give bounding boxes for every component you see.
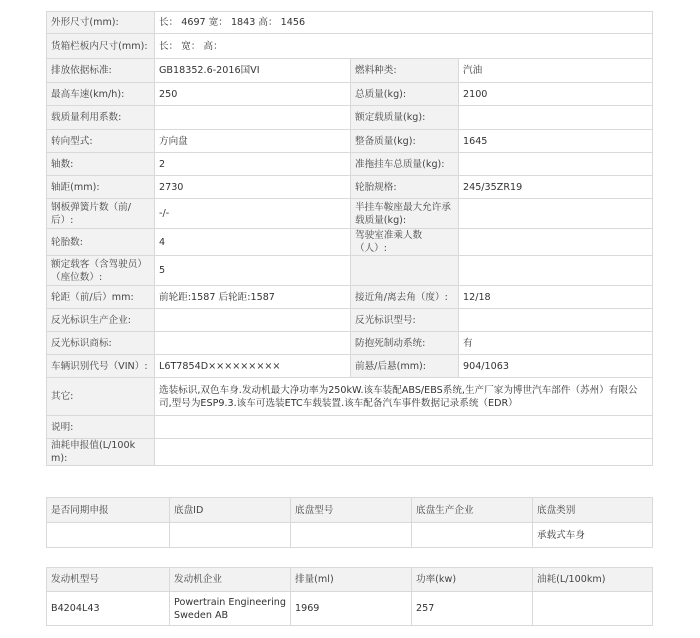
reflector-brand-label: 反光标识商标: xyxy=(47,332,155,355)
fuel-consumption-label: 油耗申报值(L/100km): xyxy=(47,439,155,466)
cab-passengers-value xyxy=(459,229,653,256)
leaf-spring-label: 钢板弹簧片数（前/后）: xyxy=(47,199,155,229)
table-row xyxy=(47,176,653,199)
steering-label: 转向型式: xyxy=(47,130,155,153)
chassis-header-manufacturer: 底盘生产企业 xyxy=(412,498,533,523)
table-row xyxy=(47,229,653,256)
cargo-size-value: 长： 宽： 高： xyxy=(155,34,653,59)
table-row xyxy=(47,34,653,59)
engine-header-fuel-consumption: 油耗(L/100km) xyxy=(533,568,653,592)
reflector-company-label: 反光标识生产企业: xyxy=(47,309,155,332)
engine-power-value: 257 xyxy=(412,592,533,626)
track-label: 轮距（前/后）mm: xyxy=(47,286,155,309)
empty-label-cell xyxy=(351,256,459,286)
table-row xyxy=(47,439,653,466)
vehicle-spec-table xyxy=(46,11,653,466)
trailer-mass-label: 准拖挂车总质量(kg): xyxy=(351,153,459,176)
chassis-header-same-period: 是否同期申报 xyxy=(47,498,170,523)
approach-angle-value: 12/18 xyxy=(459,286,653,309)
leaf-spring-value: -/- xyxy=(155,199,351,229)
table-row xyxy=(47,286,653,309)
fuel-consumption-value xyxy=(155,439,653,466)
emission-label: 排放依据标准: xyxy=(47,59,155,83)
chassis-manufacturer-value xyxy=(412,523,533,548)
wheelbase-label: 轴距(mm): xyxy=(47,176,155,199)
curb-mass-value: 1645 xyxy=(459,130,653,153)
rated-load-label: 额定载质量(kg): xyxy=(351,106,459,130)
notes-label: 说明: xyxy=(47,416,155,439)
table-row xyxy=(47,106,653,130)
max-speed-value: 250 xyxy=(155,83,351,106)
exterior-size-value: 长： 4697 宽： 1843 高： 1456 xyxy=(155,12,653,34)
overhang-value: 904/1063 xyxy=(459,355,653,378)
table-row xyxy=(47,199,653,229)
reflector-model-value xyxy=(459,309,653,332)
reflector-company-value xyxy=(155,309,351,332)
engine-company-value: Powertrain Engineering Sweden AB xyxy=(170,592,291,626)
fuel-type-label: 燃料种类: xyxy=(351,59,459,83)
reflector-model-label: 反光标识型号: xyxy=(351,309,459,332)
chassis-same-period-value xyxy=(47,523,170,548)
table-row xyxy=(47,498,653,523)
chassis-header-category: 底盘类别 xyxy=(533,498,653,523)
abs-label: 防抱死制动系统: xyxy=(351,332,459,355)
trailer-mass-value xyxy=(459,153,653,176)
tires-label: 轮胎数: xyxy=(47,229,155,256)
table-row xyxy=(47,592,653,626)
rated-load-value xyxy=(459,106,653,130)
empty-value-cell xyxy=(459,256,653,286)
max-speed-label: 最高车速(km/h): xyxy=(47,83,155,106)
load-utilization-value xyxy=(155,106,351,130)
wheelbase-value: 2730 xyxy=(155,176,351,199)
saddle-load-label: 半挂车鞍座最大允许承载质量(kg): xyxy=(351,199,459,229)
notes-value xyxy=(155,416,653,439)
total-mass-value: 2100 xyxy=(459,83,653,106)
engine-fuel-consumption-value xyxy=(533,592,653,626)
table-row xyxy=(47,355,653,378)
approach-angle-label: 接近角/离去角（度）: xyxy=(351,286,459,309)
rated-passengers-label: 额定载客（含驾驶员）（座位数）: xyxy=(47,256,155,286)
curb-mass-label: 整备质量(kg): xyxy=(351,130,459,153)
fuel-type-value: 汽油 xyxy=(459,59,653,83)
reflector-brand-value xyxy=(155,332,351,355)
cargo-size-label: 货箱栏板内尺寸(mm): xyxy=(47,34,155,59)
table-row xyxy=(47,256,653,286)
table-row xyxy=(47,130,653,153)
other-label: 其它: xyxy=(47,378,155,416)
emission-value: GB18352.6-2016国VI xyxy=(155,59,351,83)
chassis-table xyxy=(46,497,653,548)
chassis-category-value: 承载式车身 xyxy=(533,523,653,548)
tires-value: 4 xyxy=(155,229,351,256)
tire-spec-label: 轮胎规格: xyxy=(351,176,459,199)
track-value: 前轮距:1587 后轮距:1587 xyxy=(155,286,351,309)
overhang-label: 前悬/后悬(mm): xyxy=(351,355,459,378)
rated-passengers-value: 5 xyxy=(155,256,351,286)
chassis-id-value xyxy=(170,523,291,548)
cab-passengers-label: 驾驶室准乘人数（人）: xyxy=(351,229,459,256)
table-row xyxy=(47,153,653,176)
axles-value: 2 xyxy=(155,153,351,176)
engine-header-displacement: 排量(ml) xyxy=(291,568,412,592)
table-row xyxy=(47,59,653,83)
engine-displacement-value: 1969 xyxy=(291,592,412,626)
engine-model-value: B4204L43 xyxy=(47,592,170,626)
table-row xyxy=(47,332,653,355)
other-value: 选装标识,双色车身.发动机最大净功率为250kW.该车装配ABS/EBS系统,生产厂家为博世汽车部件（苏州）有限公司,型号为ESP9.3.该车可选装ETC车载装置.该车配备汽车事件数据记录系统（EDR） xyxy=(155,378,653,416)
table-row xyxy=(47,523,653,548)
chassis-header-id: 底盘ID xyxy=(170,498,291,523)
engine-table xyxy=(46,567,653,626)
tire-spec-value: 245/35ZR19 xyxy=(459,176,653,199)
engine-header-model: 发动机型号 xyxy=(47,568,170,592)
table-row xyxy=(47,12,653,34)
load-utilization-label: 载质量利用系数: xyxy=(47,106,155,130)
table-row xyxy=(47,568,653,592)
engine-header-power: 功率(kw) xyxy=(412,568,533,592)
table-row xyxy=(47,83,653,106)
engine-header-company: 发动机企业 xyxy=(170,568,291,592)
table-row xyxy=(47,309,653,332)
exterior-size-label: 外形尺寸(mm): xyxy=(47,12,155,34)
vin-value: L6T7854D××××××××× xyxy=(155,355,351,378)
chassis-header-model: 底盘型号 xyxy=(291,498,412,523)
abs-value: 有 xyxy=(459,332,653,355)
total-mass-label: 总质量(kg): xyxy=(351,83,459,106)
saddle-load-value xyxy=(459,199,653,229)
table-row xyxy=(47,416,653,439)
table-row xyxy=(47,378,653,416)
vin-label: 车辆识别代号（VIN）: xyxy=(47,355,155,378)
steering-value: 方向盘 xyxy=(155,130,351,153)
axles-label: 轴数: xyxy=(47,153,155,176)
chassis-model-value xyxy=(291,523,412,548)
